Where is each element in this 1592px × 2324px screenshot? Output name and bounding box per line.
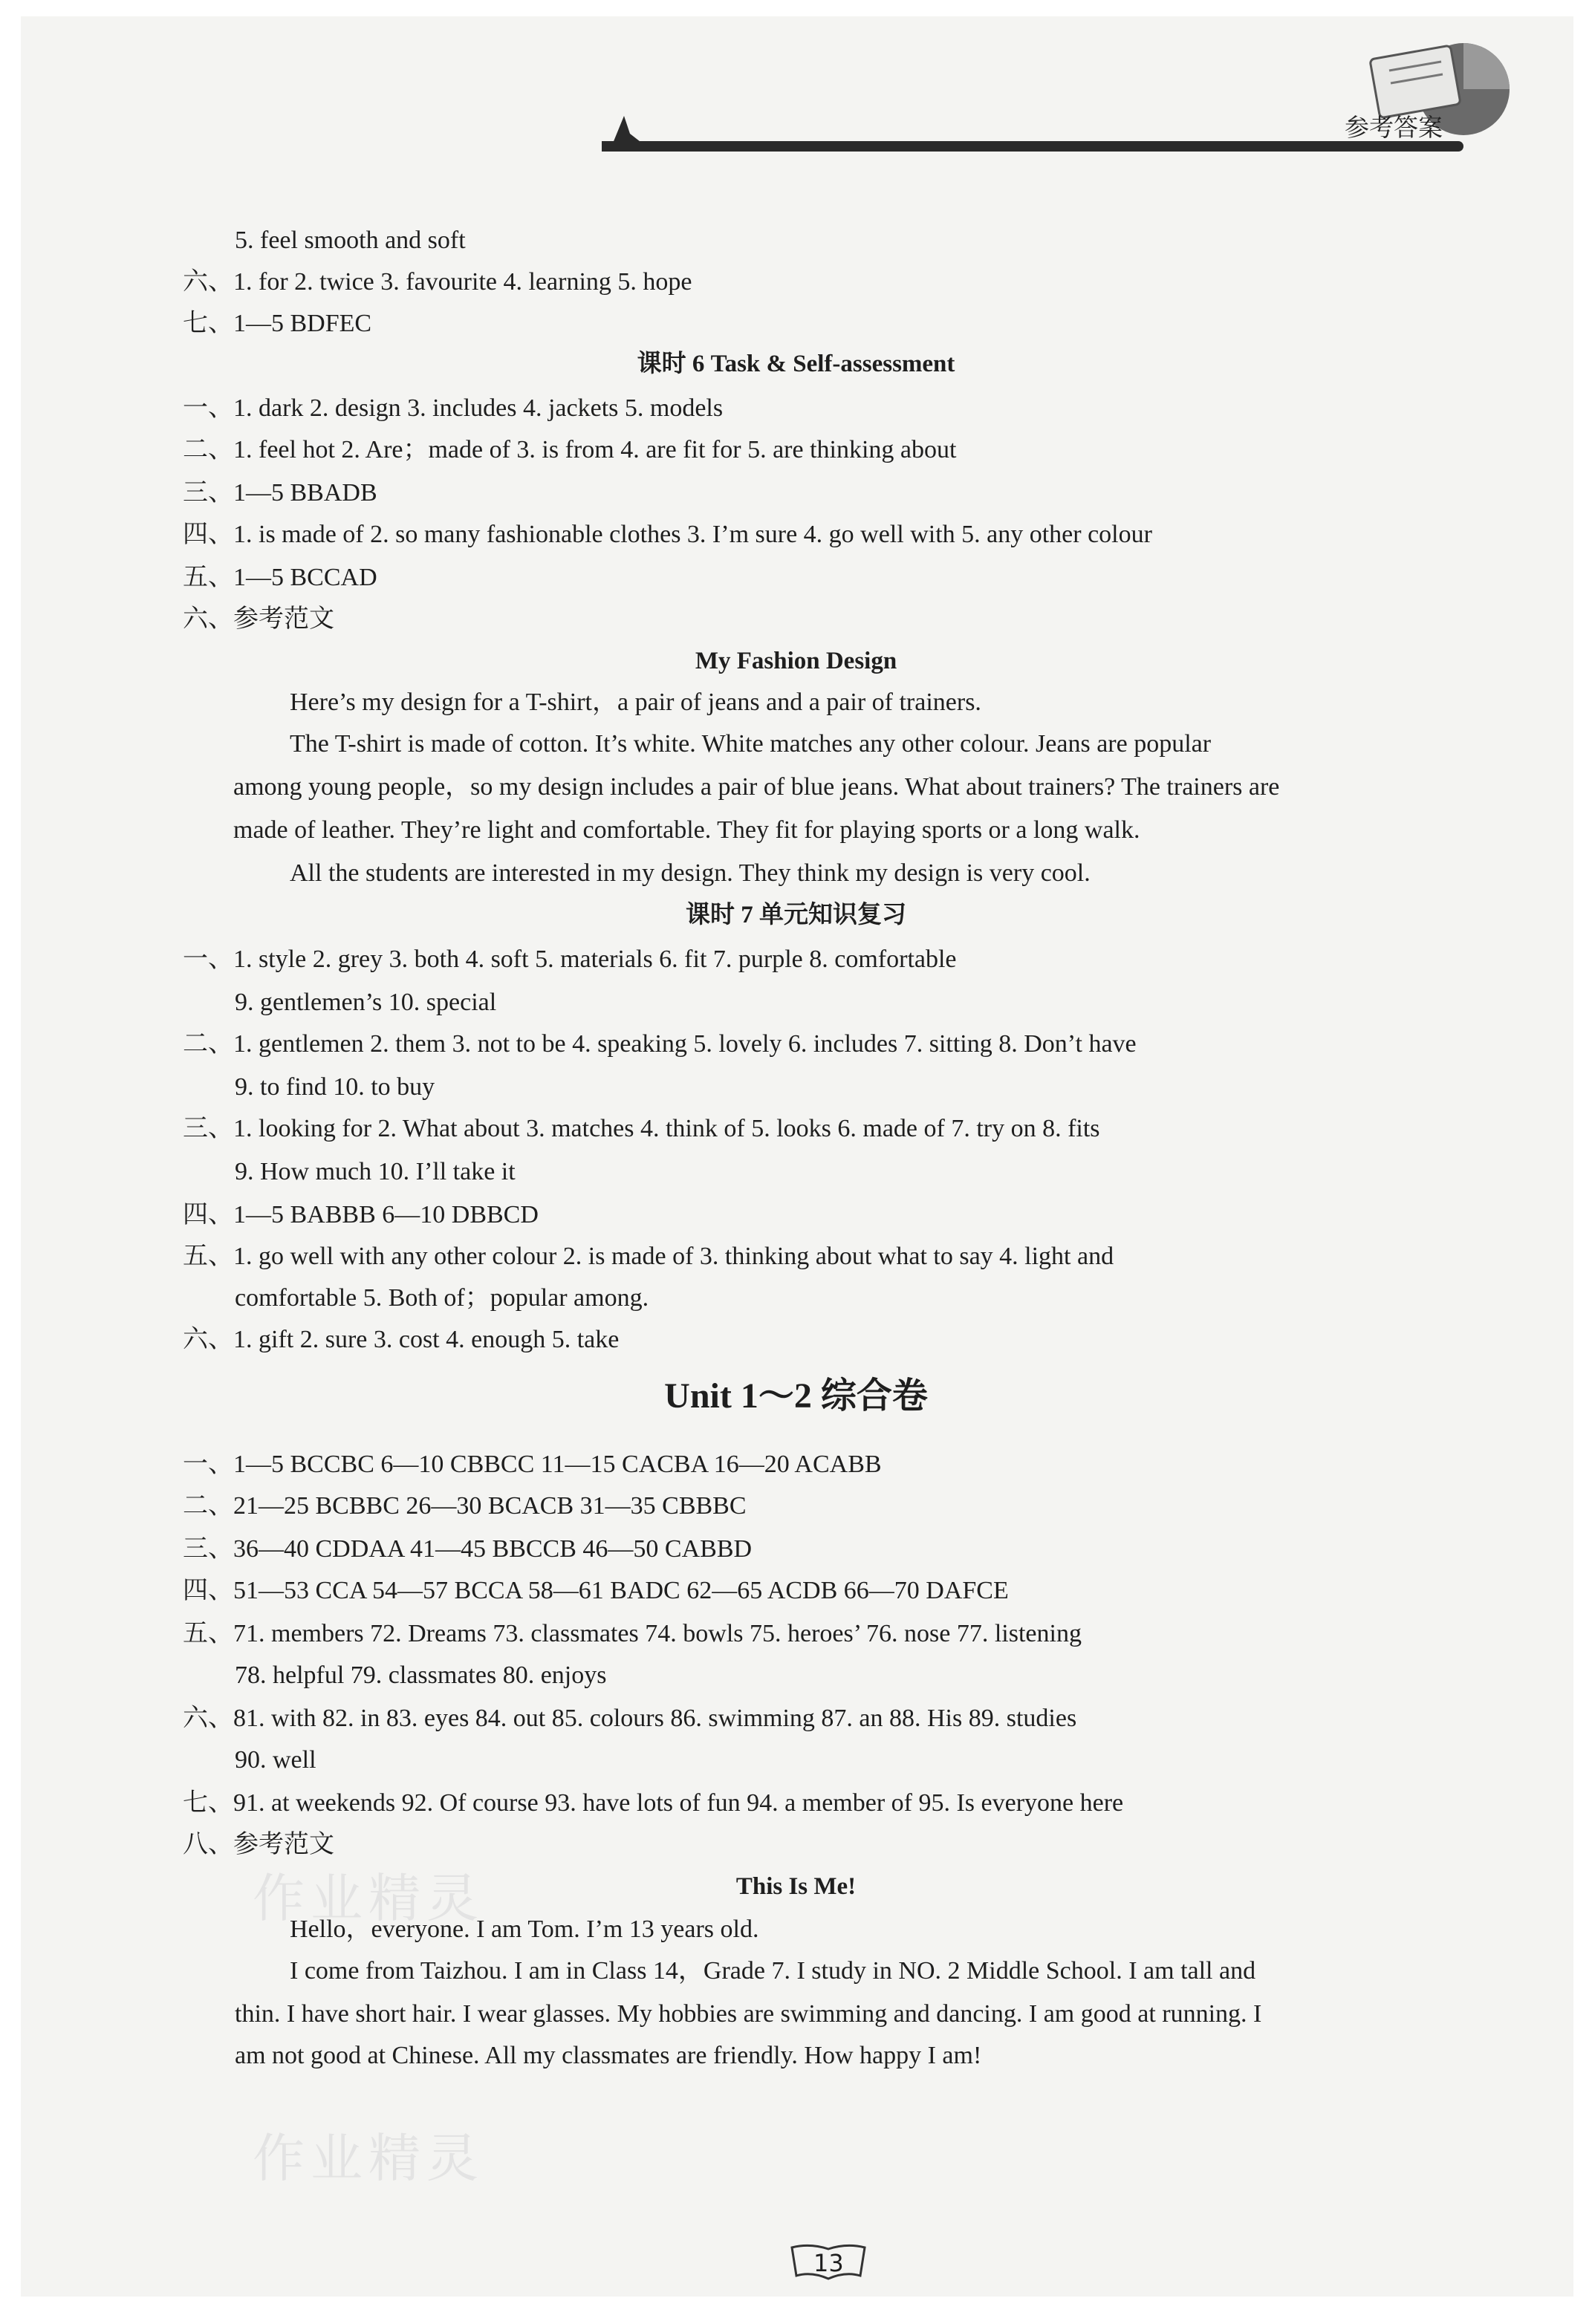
essay-line: thin. I have short hair. I wear glasses. My hobbies are swimming and dancing. I am good at running. I bbox=[235, 2000, 1262, 2028]
section-title-lesson6: 课时 6 Task & Self-assessment bbox=[637, 351, 955, 377]
header-rule bbox=[602, 141, 1463, 152]
essay-line: I come from Taizhou. I am in Class 14，Grade 7. I study in NO. 2 Middle School. I am tall and bbox=[290, 1957, 1256, 1985]
watermark: 作业精灵 bbox=[253, 2128, 484, 2189]
answer-line: 90. well bbox=[235, 1746, 316, 1774]
answer-line: 四、1—5 BABBB 6—10 DBBCD bbox=[183, 1201, 539, 1228]
answer-line: 9. gentlemen’s 10. special bbox=[235, 989, 497, 1016]
answer-line: 四、51—53 CCA 54—57 BCCA 58—61 BADC 62—65 ACDB 66—70 DAFCE bbox=[183, 1577, 1009, 1604]
page-number: 13 bbox=[813, 2249, 844, 2277]
answer-line: 5. feel smooth and soft bbox=[235, 227, 466, 254]
essay-line: among young people，so my design includes a pair of blue jeans. What about trainers? The trainers are bbox=[233, 773, 1280, 801]
essay-line: All the students are interested in my design. They think my design is very cool. bbox=[290, 859, 1091, 887]
answer-line: comfortable 5. Both of；popular among. bbox=[235, 1284, 649, 1312]
answer-line: 三、1. looking for 2. What about 3. matches 4. think of 5. looks 6. made of 7. try on 8. fits bbox=[183, 1115, 1100, 1142]
essay-title: My Fashion Design bbox=[695, 648, 897, 674]
answer-line: 二、1. feel hot 2. Are；made of 3. is from 4. are fit for 5. are thinking about bbox=[183, 436, 957, 463]
section-title-lesson7: 课时 7 单元知识复习 bbox=[686, 902, 906, 928]
unit-title: Unit 1～2 综合卷 bbox=[664, 1376, 928, 1416]
answer-line: 一、1. style 2. grey 3. both 4. soft 5. materials 6. fit 7. purple 8. comfortable bbox=[183, 945, 957, 973]
answer-line: 六、1. gift 2. sure 3. cost 4. enough 5. take bbox=[183, 1326, 620, 1353]
answer-line: 二、1. gentlemen 2. them 3. not to be 4. speaking 5. lovely 6. includes 7. sitting 8. Don’t have bbox=[183, 1030, 1137, 1058]
essay-line: Here’s my design for a T-shirt，a pair of jeans and a pair of trainers. bbox=[290, 689, 981, 716]
essay-line: am not good at Chinese. All my classmates are friendly. How happy I am! bbox=[235, 2042, 982, 2069]
answer-line: 三、36—40 CDDAA 41—45 BBCCB 46—50 CABBD bbox=[183, 1535, 753, 1563]
essay-line: The T-shirt is made of cotton. It’s white. White matches any other colour. Jeans are popular bbox=[290, 730, 1212, 758]
answer-line: 一、1—5 BCCBC 6—10 CBBCC 11—15 CACBA 16—20 ACABB bbox=[183, 1451, 882, 1478]
answer-line: 一、1. dark 2. design 3. includes 4. jackets 5. models bbox=[183, 394, 724, 422]
answer-line: 二、21—25 BCBBC 26—30 BCACB 31—35 CBBBC bbox=[183, 1492, 747, 1520]
answer-line: 9. How much 10. I’ll take it bbox=[235, 1158, 516, 1185]
answer-line: 六、1. for 2. twice 3. favourite 4. learning 5. hope bbox=[183, 268, 692, 296]
answer-line: 七、91. at weekends 92. Of course 93. have lots of fun 94. a member of 95. Is everyone here bbox=[183, 1789, 1124, 1817]
answer-line: 六、81. with 82. in 83. eyes 84. out 85. colours 86. swimming 87. an 88. His 89. studies bbox=[183, 1705, 1077, 1732]
answer-line: 七、1—5 BDFEC bbox=[183, 310, 372, 337]
answer-line: 78. helpful 79. classmates 80. enjoys bbox=[235, 1661, 607, 1689]
answer-line: 9. to find 10. to buy bbox=[235, 1073, 435, 1101]
essay-line: made of leather. They’re light and comfortable. They fit for playing sports or a long walk. bbox=[233, 816, 1140, 844]
answer-line: 八、参考范文 bbox=[183, 1831, 334, 1858]
header-label: 参考答案 bbox=[1345, 113, 1443, 142]
essay-title: This Is Me! bbox=[735, 1873, 857, 1900]
answer-line: 五、1. go well with any other colour 2. is made of 3. thinking about what to say 4. light and bbox=[183, 1243, 1114, 1270]
answer-line: 六、参考范文 bbox=[183, 605, 334, 633]
watermark: 作业精灵 bbox=[253, 1868, 484, 1929]
answer-line: 四、1. is made of 2. so many fashionable clothes 3. I’m sure 4. go well with 5. any other colour bbox=[183, 521, 1152, 548]
answer-line: 五、1—5 BCCAD bbox=[183, 564, 377, 591]
answer-line: 五、71. members 72. Dreams 73. classmates 74. bowls 75. heroes’ 76. nose 77. listening bbox=[183, 1620, 1082, 1647]
essay-line: Hello，everyone. I am Tom. I’m 13 years old. bbox=[290, 1915, 759, 1943]
answer-line: 三、1—5 BBADB bbox=[183, 479, 377, 507]
